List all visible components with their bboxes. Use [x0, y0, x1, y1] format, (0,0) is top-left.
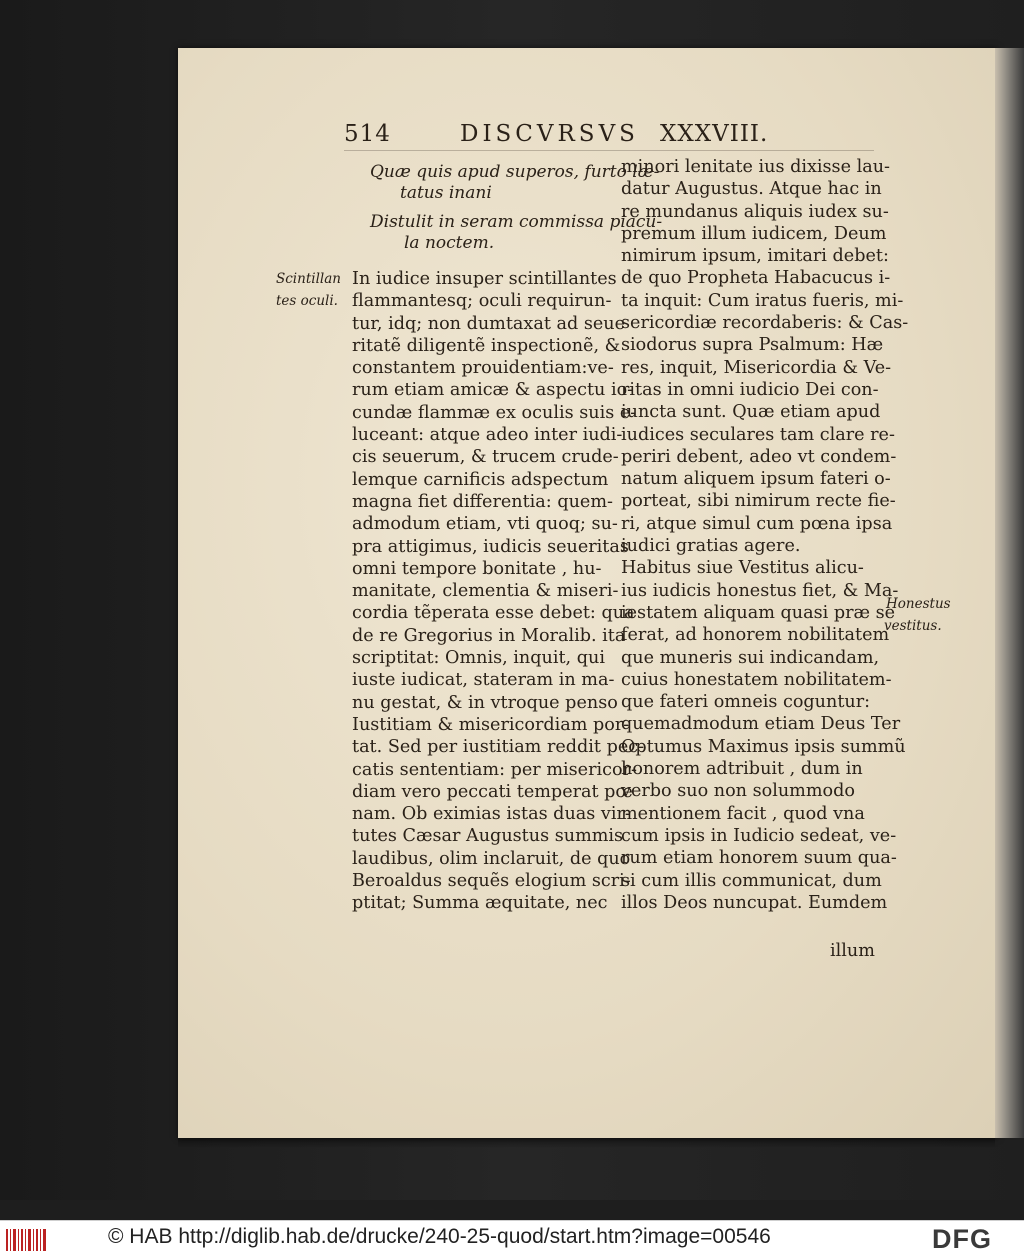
text-line: ptitat; Summa æquitate, nec: [352, 893, 608, 914]
text-line: tur, idq; non dumtaxat ad seue: [352, 313, 626, 334]
text-line: manitate, clementia & miseri-: [352, 581, 619, 602]
text-line: nu gestat, & in vtroque penso: [352, 692, 618, 713]
text-line: mentionem facit , quod vna: [621, 803, 865, 824]
text-line: res, inquit, Misericordia & Ve-: [621, 357, 892, 378]
page-number: 514: [344, 121, 391, 147]
verse-line: tatus inani: [400, 183, 492, 203]
text-line: cordia tẽperata esse debet: qua: [352, 603, 635, 624]
text-line: pra attigimus, iudicis seueritas: [352, 536, 629, 557]
text-line: iudici gratias agere.: [621, 536, 801, 557]
text-line: sericordiæ recordaberis: & Cas-: [621, 313, 909, 334]
text-line: Habitus siue Vestitus alicu-: [621, 558, 864, 579]
text-line: de quo Propheta Habacucus i-: [621, 268, 891, 289]
text-line: natum aliquem ipsum fateri o-: [621, 469, 891, 490]
verse-line: Quæ quis apud superos, furto læ-: [370, 162, 660, 182]
text-line: luceant: atque adeo inter iudi-: [352, 425, 623, 446]
left-text-column: [352, 268, 644, 915]
verse-line: Distulit in seram commissa piacu-: [370, 212, 663, 232]
text-line: nimirum ipsum, imitari debet:: [621, 246, 889, 267]
text-line: que muneris sui indicandam,: [621, 647, 880, 668]
text-line: cuius honestatem nobilitatem-: [621, 669, 892, 690]
page-shadow: [178, 1138, 995, 1148]
text-line: iudices seculares tam clare re-: [621, 424, 895, 445]
text-line: Beroaldus sequẽs elogium scri-: [352, 871, 631, 892]
text-line: omni tempore bonitate , hu-: [352, 558, 602, 579]
text-line: ta inquit: Cum iratus fueris, mi-: [621, 290, 904, 311]
text-line: ius iudicis honestus fiet, & Ma-: [621, 580, 899, 601]
text-line: Iustitiam & misericordiam por-: [352, 714, 630, 735]
text-line: admodum etiam, vti quoq; su-: [352, 514, 618, 535]
text-line: constantem prouidentiam:ve-: [352, 358, 614, 379]
dfg-logo: DFG: [932, 1224, 992, 1254]
text-line: verbo suo non solummodo: [621, 781, 855, 802]
text-line: ri, atque simul cum pœna ipsa: [621, 513, 893, 534]
catchword: illum: [830, 941, 875, 961]
text-line: ferat, ad honorem nobilitatem: [621, 625, 890, 646]
text-line: siodorus supra Psalmum: Hæ: [621, 335, 884, 356]
text-line: scriptitat: Omnis, inquit, qui: [352, 648, 605, 669]
text-line: cum ipsis in Iudicio sedeat, ve-: [621, 825, 897, 846]
text-line: laudibus, olim inclaruit, de quo: [352, 848, 631, 869]
text-line: diam vero peccati temperat pœ: [352, 781, 633, 802]
text-line: porteat, sibi nimirum recte fie-: [621, 491, 896, 512]
text-line: tat. Sed per iustitiam reddit pec-: [352, 737, 645, 758]
text-line: nam. Ob eximias istas duas vir-: [352, 804, 631, 825]
margin-note-left: tes oculi.: [276, 293, 338, 309]
barcode-icon: [6, 1229, 46, 1251]
text-line: illos Deos nuncupat. Eumdem: [621, 892, 888, 913]
text-line: iestatem aliquam quasi præ se: [621, 602, 896, 623]
text-line: tutes Cæsar Augustus summis: [352, 826, 624, 847]
text-line: rum etiam honorem suum qua-: [621, 848, 897, 869]
text-line: ritas in omni iudicio Dei con-: [621, 379, 879, 400]
page-edge: [995, 48, 1024, 1138]
text-line: flammantesq; oculi requirun-: [352, 291, 612, 312]
text-line: honorem adtribuit , dum in: [621, 759, 863, 780]
right-text-column: [621, 156, 908, 914]
text-line: cis seuerum, & trucem crude-: [352, 447, 619, 468]
copyright-link[interactable]: © HAB http://diglib.hab.de/drucke/240-25-quod/start.htm?image=00546: [108, 1225, 771, 1248]
text-line: re mundanus aliquis iudex su-: [621, 201, 889, 222]
text-line: In iudice insuper scintillantes: [352, 269, 617, 289]
margin-note-right: vestitus.: [884, 618, 942, 634]
text-line: catis sententiam: per misericor-: [352, 759, 637, 780]
running-title: DISCVRSVS: [460, 121, 639, 147]
text-line: iuncta sunt. Quæ etiam apud: [621, 402, 881, 423]
text-line: cundæ flammæ ex oculis suis e-: [352, 402, 637, 423]
text-line: rum etiam amicæ & aspectu io-: [352, 380, 634, 401]
text-line: magna fiet differentia: quem-: [352, 491, 613, 512]
margin-note-right: Honestus: [886, 596, 951, 612]
text-line: iuste iudicat, stateram in ma-: [352, 670, 615, 691]
text-line: premum illum iudicem, Deum: [621, 223, 887, 244]
text-line: datur Augustus. Atque hac in: [621, 179, 882, 200]
text-line: lemque carnificis adspectum: [352, 469, 609, 490]
footer-bar: [0, 1220, 1024, 1256]
header-rule: [344, 150, 874, 151]
verse-line: la noctem.: [404, 233, 495, 253]
text-line: minori lenitate ius dixisse lau-: [621, 157, 890, 177]
text-line: periri debent, adeo vt condem-: [621, 446, 897, 467]
text-line: de re Gregorius in Moralib. ita: [352, 625, 626, 646]
text-line: Optumus Maximus ipsis summũ: [621, 736, 906, 757]
chapter-numeral: XXXVIII.: [660, 121, 769, 147]
text-line: ritatẽ diligentẽ inspectionẽ, &: [352, 335, 621, 356]
text-line: si cum illis communicat, dum: [621, 870, 882, 891]
margin-note-left: Scintillan: [276, 271, 341, 287]
text-line: que fateri omneis coguntur:: [621, 692, 871, 713]
text-line: quemadmodum etiam Deus Ter: [621, 714, 901, 735]
